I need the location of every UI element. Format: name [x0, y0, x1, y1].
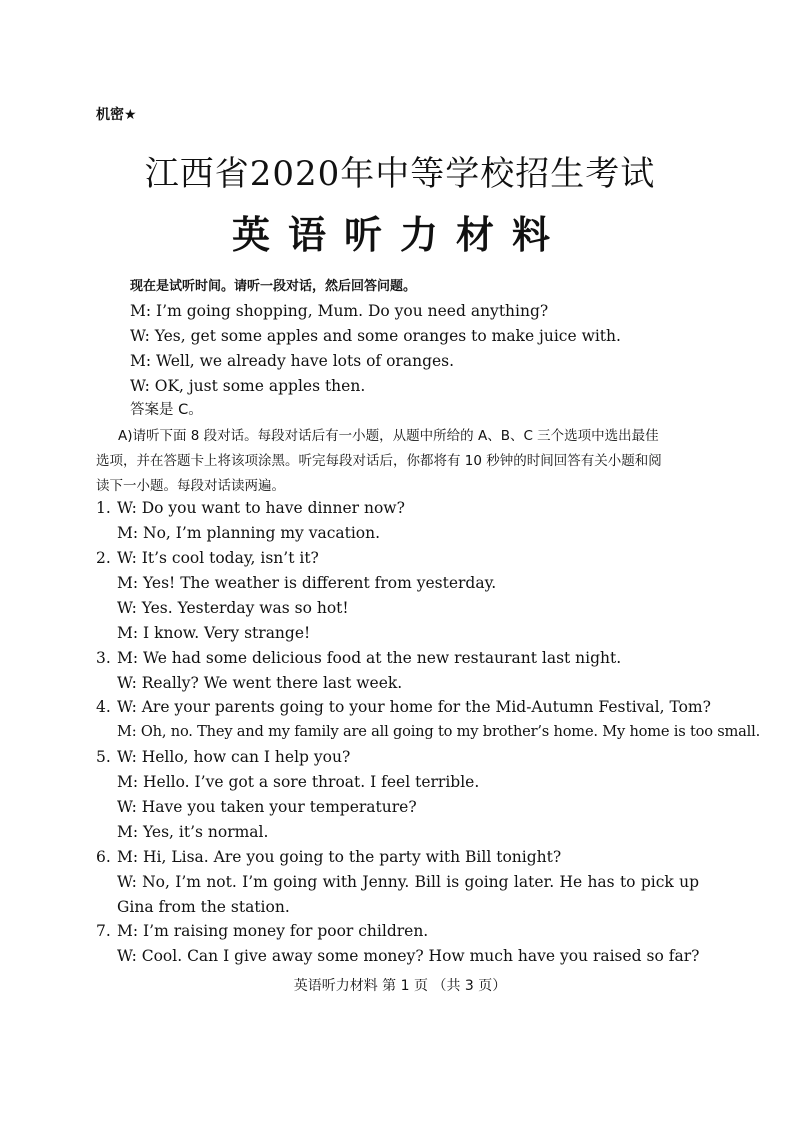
dialogue-line: M: No, I’m planning my vacation. — [117, 524, 381, 542]
instruction-line: 选项，并在答题卡上将该项涂黑。听完每段对话后，你都将有 10 秒钟的时间回答有关小题和阅 — [96, 453, 662, 469]
dialogue-line: W: Yes. Yesterday was so hot! — [117, 599, 349, 617]
exam-title: 江西省2020年中等学校招生考试 — [144, 154, 656, 194]
dialogue-line: M: Yes! The weather is different from yesterday. — [117, 574, 497, 592]
dialogue-number: 2. — [96, 549, 111, 567]
section-instructions — [96, 424, 698, 499]
dialogue-number: 5. — [96, 748, 111, 766]
sample-line: M: I’m going shopping, Mum. Do you need anything? — [130, 302, 549, 320]
dialogue-number: 3. — [96, 649, 111, 667]
dialogue-number: 7. — [96, 922, 111, 940]
confidential-mark: 机密★ — [96, 107, 137, 123]
dialogue-line: W: Do you want to have dinner now? — [117, 499, 405, 517]
dialogue-line: M: Oh, no. They and my family are all going to my brother’s home. My home is too small. — [117, 723, 761, 740]
sample-line: W: Yes, get some apples and some oranges to make juice with. — [130, 327, 621, 345]
instruction-line: A)请听下面 8 段对话。每段对话后有一小题，从题中所给的 A、B、C 三个选项中选出最佳 — [118, 428, 659, 444]
dialogue-number: 4. — [96, 698, 111, 716]
dialogue-line: M: Hi, Lisa. Are you going to the party with Bill tonight? — [117, 848, 562, 866]
dialogue-line: W: Have you taken your temperature? — [117, 798, 417, 816]
dialogue-number: 6. — [96, 848, 111, 866]
dialogue-line: W: Are your parents going to your home for the Mid-Autumn Festival, Tom? — [117, 698, 711, 716]
dialogue-line: W: Hello, how can I help you? — [117, 748, 351, 766]
dialogue-line: M: Yes, it’s normal. — [117, 823, 269, 841]
instruction-line: 读下一小题。每段对话读两遍。 — [96, 478, 285, 494]
sample-line: M: Well, we already have lots of oranges. — [130, 352, 455, 370]
dialogue-line: W: Cool. Can I give away some money? How much have you raised so far? — [117, 947, 700, 965]
material-title: 英语听力材料 — [231, 213, 568, 257]
dialogue-number: 1. — [96, 499, 111, 517]
sample-line: W: OK, just some apples then. — [130, 377, 366, 395]
dialogue-line: W: Really? We went there last week. — [117, 674, 403, 692]
page-footer: 英语听力材料 第 1 页 （共 3 页） — [293, 978, 507, 994]
dialogue-line: M: Hello. I’ve got a sore throat. I feel terrible. — [117, 773, 480, 791]
dialogue-line: M: We had some delicious food at the new restaurant last night. — [117, 649, 622, 667]
dialogue-line: M: I’m raising money for poor children. — [117, 922, 429, 940]
dialogue-line: M: I know. Very strange! — [117, 624, 311, 642]
sample-intro: 现在是试听时间。请听一段对话，然后回答问题。 — [130, 279, 417, 294]
dialogue-line-wrapped: W: No, I’m not. I’m going with Jenny. Bill is going later. He has to pick up Gina from the station. — [117, 873, 699, 916]
dialogue-line: W: It’s cool today, isn’t it? — [117, 549, 319, 567]
sample-answer: 答案是 C。 — [130, 402, 203, 418]
